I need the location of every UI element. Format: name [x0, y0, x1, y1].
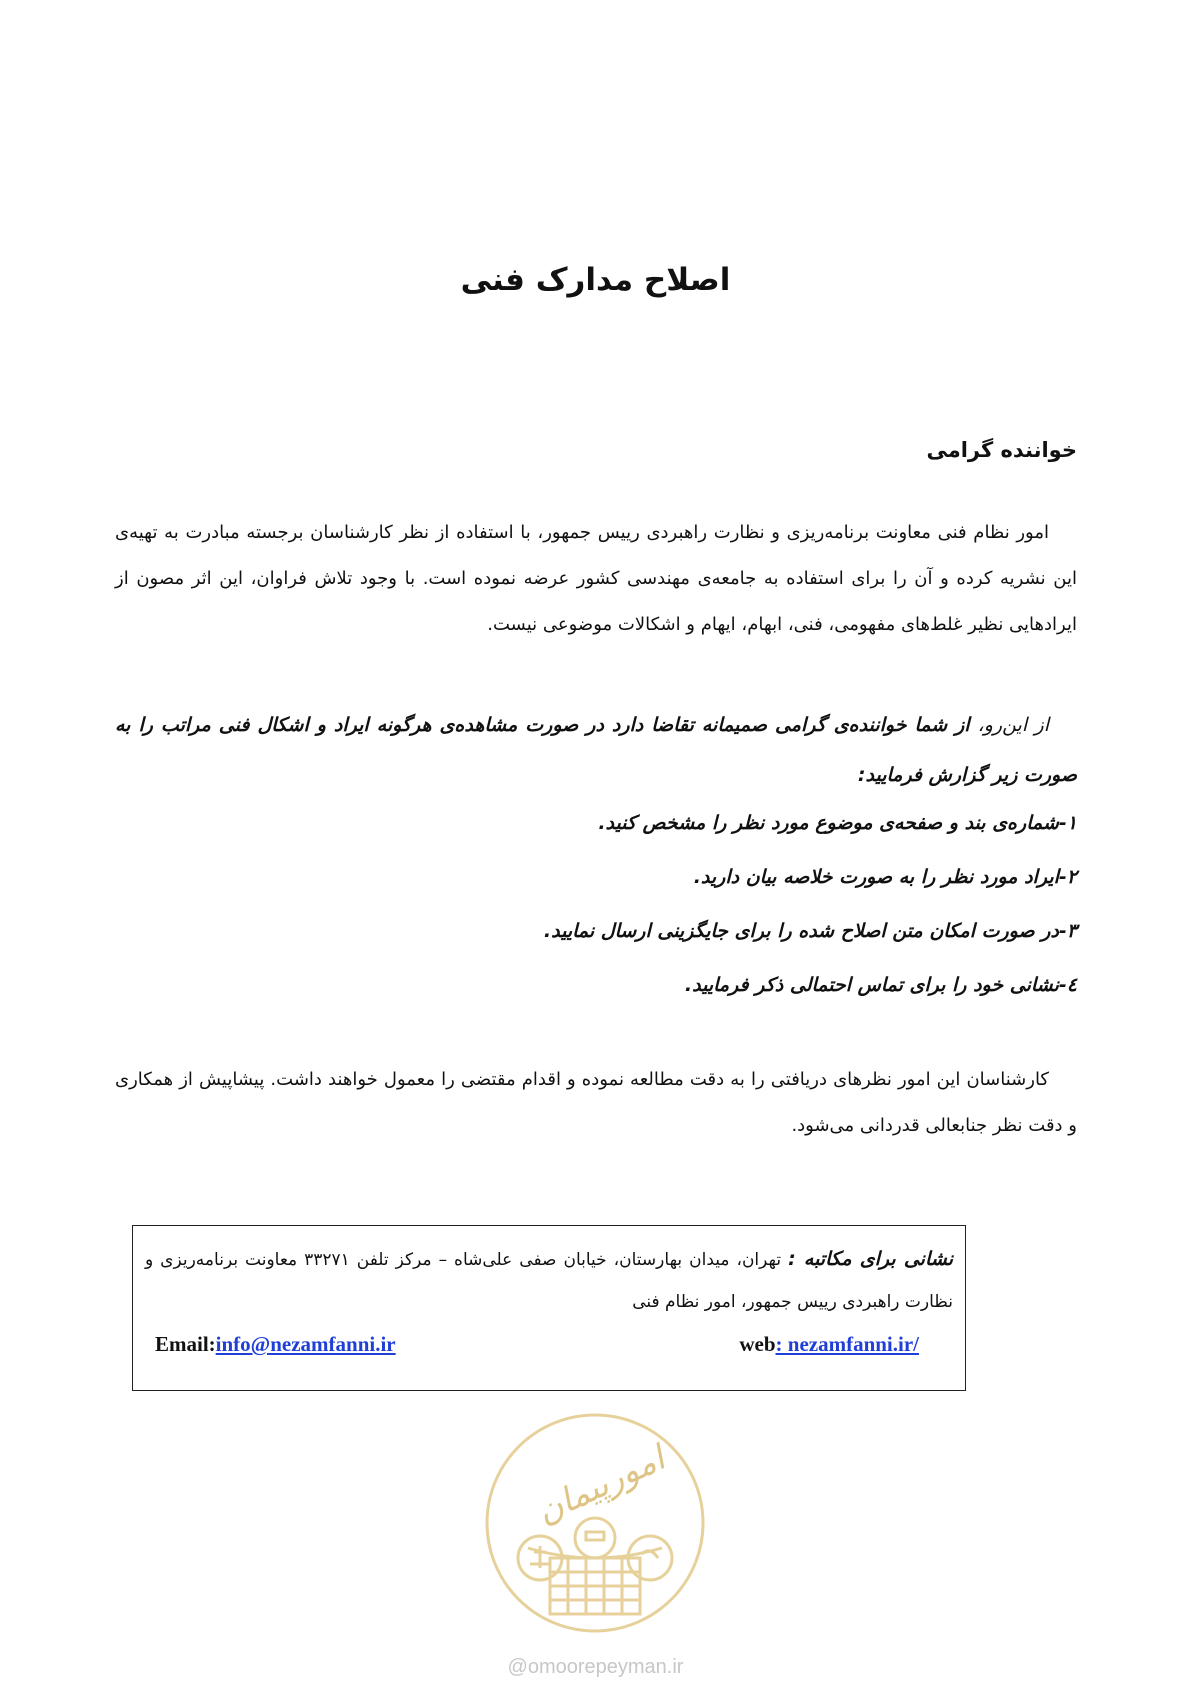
- step-item: ۲-ایراد مورد نظر را به صورت خلاصه بیان دارید.: [693, 866, 1077, 888]
- mailing-address: [145, 1238, 953, 1323]
- instruction-text: از شما خواننده‌ی گرامی صمیمانه تقاضا دارد در صورت مشاهده‌ی هرگونه ایراد و اشکال فنی مراتب را به صورت زیر گزارش فرمایید:: [115, 714, 1077, 786]
- email-label: Email:: [155, 1332, 216, 1356]
- contact-links: [155, 1332, 919, 1368]
- instruction-lead: از این‌رو،: [977, 714, 1049, 736]
- web-link[interactable]: : nezamfanni.ir/: [775, 1332, 919, 1356]
- contact-box: [132, 1225, 966, 1391]
- instruction-paragraph: [115, 700, 1077, 800]
- address-label: نشانی برای مکاتبه :: [788, 1248, 953, 1270]
- watermark-logo-icon: [480, 1408, 710, 1638]
- email-line: [155, 1332, 396, 1357]
- page-title: اصلاح مدارک فنی: [460, 262, 731, 298]
- steps-list: [115, 796, 1077, 1012]
- step-item: ٤-نشانی خود را برای تماس احتمالی ذکر فرمایید.: [684, 974, 1077, 996]
- address-text: تهران، میدان بهارستان، خیابان صفی علی‌شاه – مرکز تلفن ۳۳۲۷۱ معاونت برنامه‌ریزی و نظارت راهبردی رییس جمهور، امور نظام فنی: [145, 1250, 953, 1312]
- closing-paragraph: کارشناسان این امور نظرهای دریافتی را به دقت مطالعه نموده و اقدام مقتضی را معمول خواهند داشت. پیشاپیش از همکاری و دقت نظر جنابعالی قدردانی می‌شود.: [115, 1069, 1077, 1136]
- email-link[interactable]: info@nezamfanni.ir: [215, 1332, 396, 1356]
- step-item: ۱-شماره‌ی بند و صفحه‌ی موضوع مورد نظر را مشخص کنید.: [598, 812, 1077, 834]
- watermark-site: @omoorepeyman.ir: [507, 1656, 684, 1678]
- greeting: خواننده گرامی: [926, 438, 1077, 462]
- web-label: web: [739, 1332, 776, 1356]
- step-item: ۳-در صورت امکان متن اصلاح شده را برای جایگزینی ارسال نمایید.: [543, 920, 1077, 942]
- web-line: [739, 1332, 919, 1357]
- watermark-logo-text: امورپیمان: [530, 1438, 671, 1533]
- intro-paragraph: امور نظام فنی معاونت برنامه‌ریزی و نظارت راهبردی رییس جمهور، با استفاده از نظر کارشناسان برجسته مبادرت به تهیه‌ی این نشریه کرده و آن را برای استفاده به جامعه‌ی مهندسی کشور عرضه نموده است. با وجود تلاش فراوان، این اثر مصون از ایرادهایی نظیر غلط‌های مفهومی، فنی، ابهام، ایهام و اشکالات موضوعی نیست.: [115, 522, 1077, 635]
